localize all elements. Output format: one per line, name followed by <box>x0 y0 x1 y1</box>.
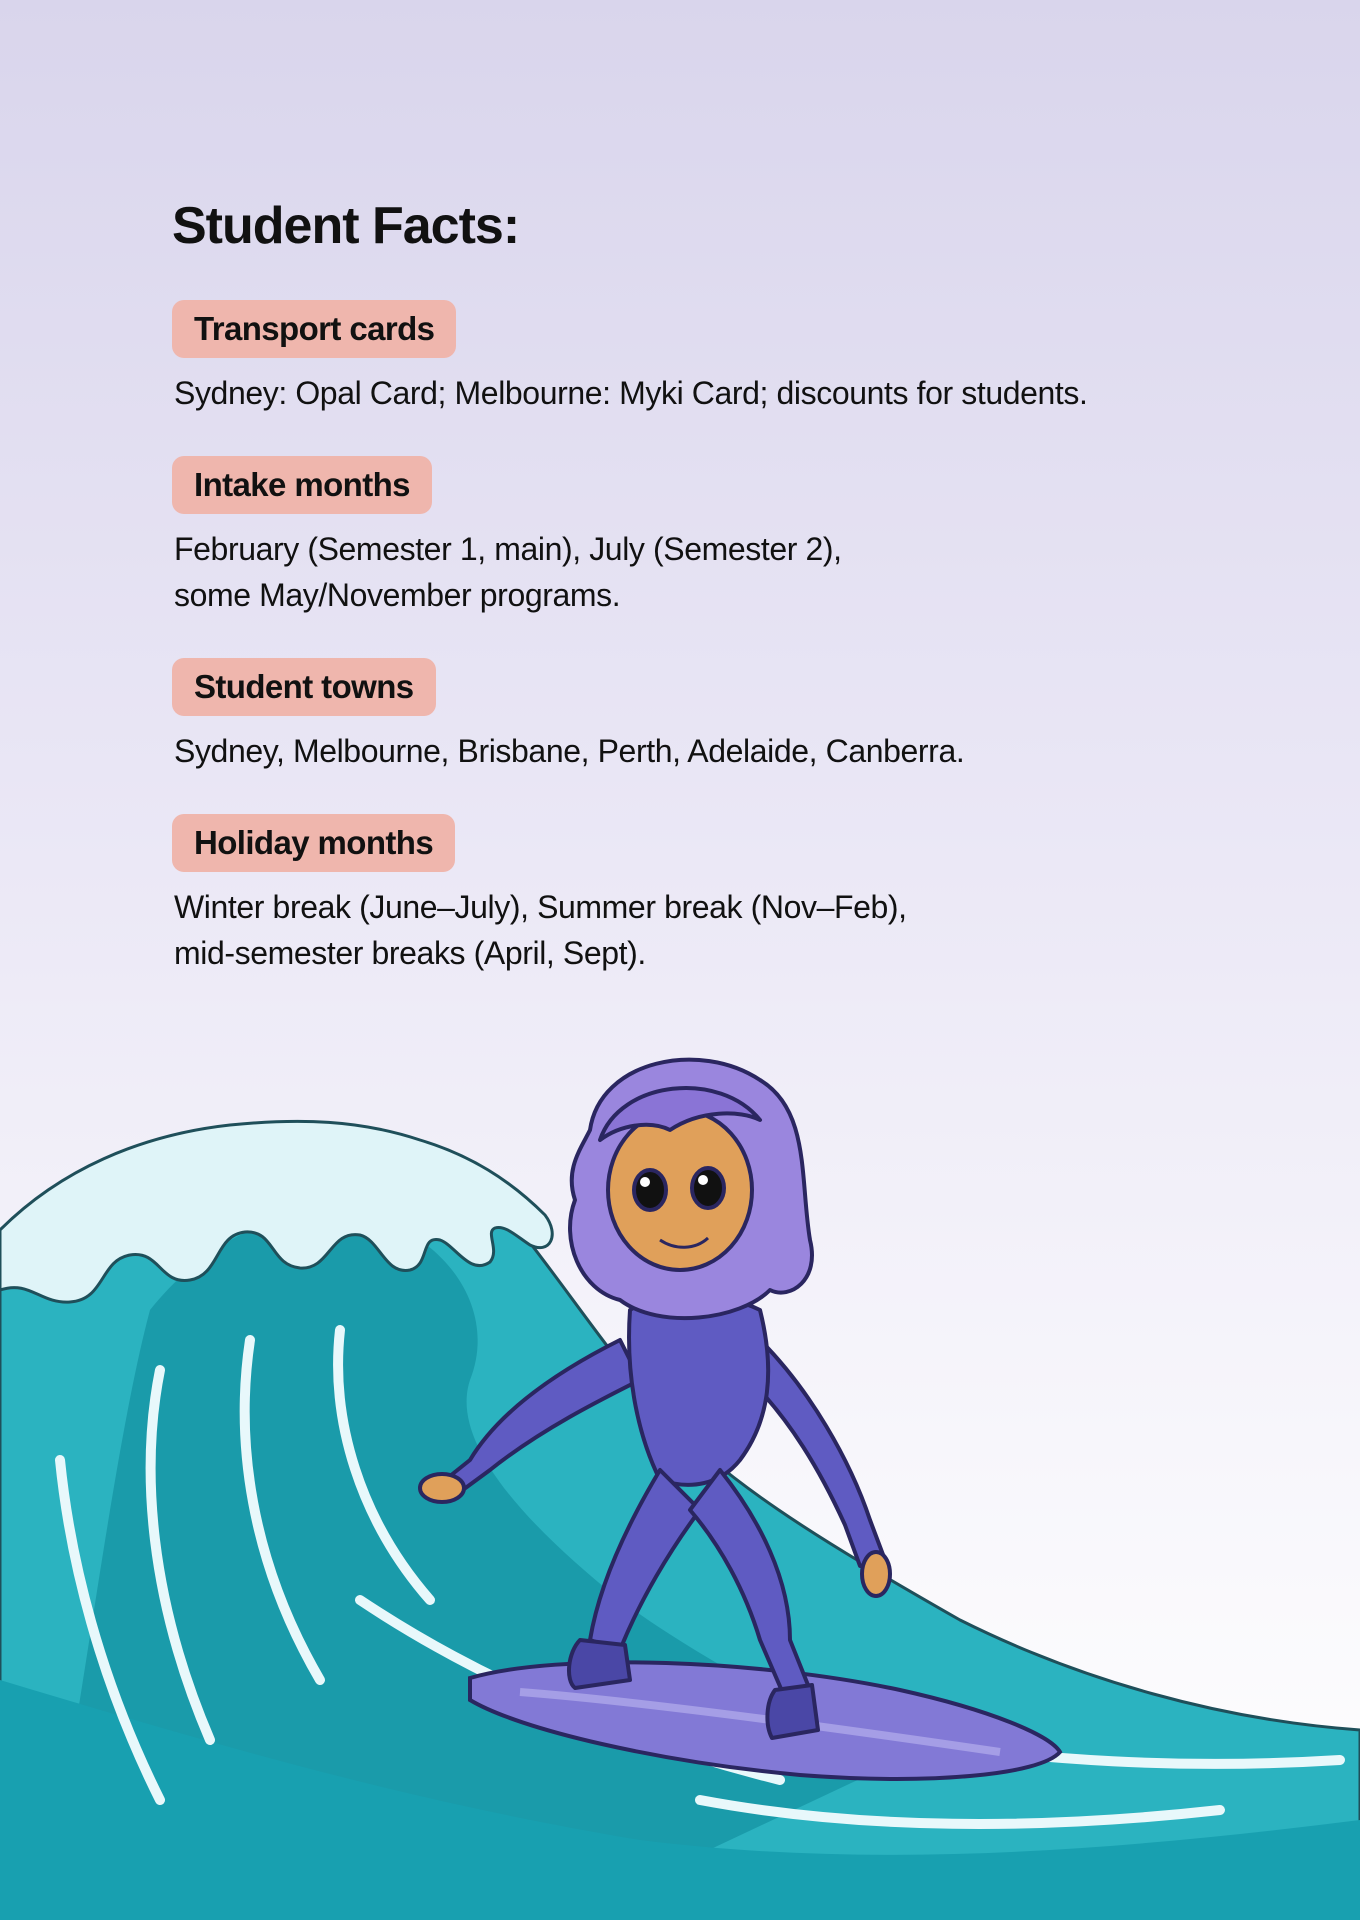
page-title: Student Facts: <box>172 197 520 255</box>
section-text-line: mid-semester breaks (April, Sept). <box>174 935 646 971</box>
section-text-line: Sydney, Melbourne, Brisbane, Perth, Adelaide, Canberra. <box>174 733 965 769</box>
section-label: Transport cards <box>172 300 456 358</box>
section-text <box>174 526 1232 618</box>
section-label: Intake months <box>172 456 432 514</box>
section-intake-months <box>172 456 1232 618</box>
section-transport-cards <box>172 300 1232 416</box>
surfer-on-wave-illustration <box>0 1040 1360 1920</box>
section-student-towns <box>172 658 1232 774</box>
section-holiday-months <box>172 814 1232 976</box>
section-text-line: Winter break (June–July), Summer break (Nov–Feb), <box>174 889 907 925</box>
section-text <box>174 370 1232 416</box>
section-label: Student towns <box>172 658 436 716</box>
section-label: Holiday months <box>172 814 455 872</box>
section-text-line: some May/November programs. <box>174 577 621 613</box>
student-facts-content <box>172 190 1232 976</box>
section-text-line: February (Semester 1, main), July (Semester 2), <box>174 531 842 567</box>
section-text-line: Sydney: Opal Card; Melbourne: Myki Card; discounts for students. <box>174 375 1088 411</box>
section-text <box>174 884 1232 976</box>
section-text <box>174 728 1232 774</box>
